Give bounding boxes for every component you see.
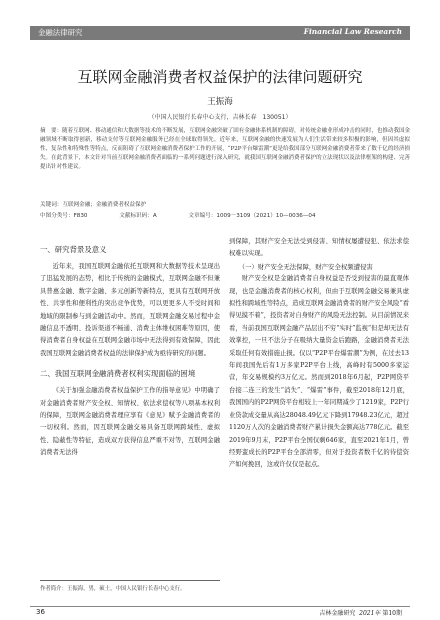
author-footnote: 作者简介：王振海，男，硕士，中国人民银行长春中心支行。 [40, 586, 186, 592]
page-footer [30, 606, 410, 618]
article-number: 文章编号：1009－3109（2021）10—0036—04 [188, 213, 316, 219]
footer-journal [319, 608, 402, 617]
author-affiliation: （中国人民银行长春中心支行，吉林长春 130051） [148, 114, 292, 121]
journal-name: 吉林金融研究 [319, 610, 356, 617]
body-paragraph: 财产安全权是金融消费者自身权益是否受到侵害的最直观体现，也是金融消费者的核心权利，但由于互联网金融交易兼具虚拟性和跨域性等特点，造成互联网金融消费者的财产安全风险“看得见摸不着”，投资者对自身财产的风险无法控制。从目前情况来看，当前我国互联网金融产品层出不穷“实时”监视“但是却无法有效掌控，一旦不法分子在吸纳大量资金后跑路，金融消费者无法采取任何有效措施止损。仅以“P2P平台爆雷潮”为例，在过去13年间我国先后有1万多家P2P平台上线，高峰时有5000多家运营，年交易规模约3万亿元。然而到2018年6月起，P2P网贷平台接二连三的发生“消失”、“爆雷”事件，截至2018年12月底，我国国内的P2P网贷平台相较上一年同期减少了1219家，P2P行业贷款成交量从高达28048.49亿元下降到17948.23亿元，超过1120万人次的金融消费者财产累计损失金额高达778亿元。截至2019年9月末，P2P平台全国仅剩646家，直至2021年1月，曾经野蛮成长的P2P平台全部清零，但对于投资者数千亿的待偿资产如何挽回，这或许仅仅是起点。 [229, 275, 409, 469]
keywords: 关键词：互联网金融；金融消费者权益保护 [40, 202, 147, 208]
abstract: 摘 要：随着互联网、移动通信和大数据等技术的不断发展，互联网金融突破了固有金融体系机制的障碍，对传统金融业形成冲击的同时，也推动我国金融领域不断取得创新，移动支付等互联网金融服务已经在全球取得领先。近年来，互联网金融的快速发展为人们生活带来较多积极的影响，但因其虚拟性、复杂性和特殊性等特点，反而阻碍了互联网金融消费者保护工作的开展，“P2P平台爆雷潮”更是给我国部分互联网金融消费者带来了数千亿的经济损失。在此背景下，本文针对当前互联网金融消费者面临的一系列问题进行深入研究，就我国互联网金融消费者保护的立法现状以及法律框架的构建、完善提出针对性建议。 [40, 128, 410, 171]
body-paragraph: 到保障，其财产安全无法受到侵害、知情权屡遭侵犯、依法求偿权难以实现。 [229, 238, 409, 258]
body-paragraph: 近年来，我国互联网金融依托互联网和大数据等技术呈现出了迅猛发展的态势，相比于传统的金融模式，互联网金融不但兼具普惠金融、数字金融、多元创新等新特点，更具有互联网开放性、共享性和便利性的突出竞争优势，可以更更多人不受时间和地域的限制参与到金融活动中。然而，互联网金融交易过程中金融信息不透明、投诉渠道不畅通、消费主体维权困难等原因，使得消费者自身权益在互联网金融市场中无法得到有效保障，因此我国互联网金融消费者权益的法律保护成为亟待研究的问题。 [40, 263, 220, 357]
header-section-label: 金融法律研究 [38, 28, 83, 37]
article-author: 王振海 [207, 97, 233, 107]
section-heading-1: 一、研究背景及意义 [40, 245, 107, 254]
article-meta [40, 211, 410, 219]
article-title: 互联网金融消费者权益保护的法律问题研究 [77, 68, 363, 86]
journal-year: 2021年 [359, 610, 381, 617]
running-header [30, 26, 410, 40]
document-code: 文献标识码：A [119, 213, 157, 219]
clc-number: 中图分类号：F830 [40, 213, 88, 219]
subsection-heading: （一）财产安全无法保障，财产安全权频遭侵害 [238, 262, 373, 271]
section-heading-2: 二、我国互联网金融消费者权利实现面临的困境 [40, 369, 196, 379]
right-column [229, 236, 409, 472]
page-number: 36 [36, 608, 45, 616]
left-column [40, 236, 220, 460]
footnote-divider [40, 580, 220, 581]
journal-issue: 第10期 [382, 610, 402, 617]
header-journal-label: Financial Law Research [303, 27, 402, 36]
body-paragraph: 《关于加强金融消费者权益保护工作的指导意见》中明确了对金融消费者财产安全权、知情权、依法求偿权等八项基本权利的保障，互联网金融消费者理应享有《意见》赋予金融消费者的一切权利。然而，因互联网金融交易具备互联网跨域性、虚拟性、隐蔽性等特征，造成双方获得信息严重不对等，互联网金融消费者无法得 [40, 387, 220, 457]
